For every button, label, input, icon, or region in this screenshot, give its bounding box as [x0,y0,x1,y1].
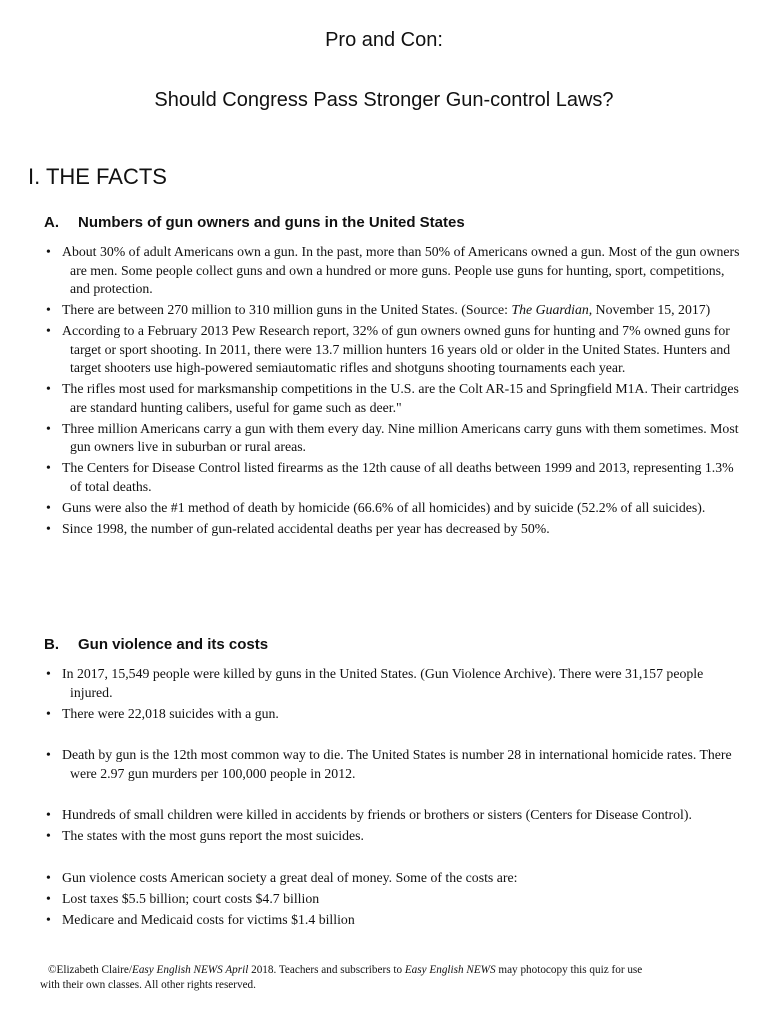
bullet-icon: • [46,747,51,762]
list-item-text: About 30% of adult Americans own a gun. In the past, more than 50% of Americans owned a gun. Most of the gun owners are men. Some people collect guns and own a hundred or more guns. People use guns for hunting, sport, competitions, and protection. [62,244,740,296]
list-item [44,806,744,825]
title-line-1: Pro and Con: [325,29,443,51]
list-item [44,827,744,846]
bullet-icon: • [46,499,51,515]
subsection-a-title: Numbers of gun owners and guns in the United States [78,214,465,231]
list-item-text: Gun violence costs American society a great deal of money. Some of the costs are: [62,869,518,885]
list-item-text: Three million Americans carry a gun with them every day. Nine million Americans carry guns with them sometimes. Most gun owners live in suburban or rural areas. [62,420,739,454]
list-item [44,459,744,496]
list-item [44,869,744,888]
source-title: The Guardian, [511,302,593,317]
list-item-text: There were 22,018 suicides with a gun. [62,705,279,721]
footer-line-1 [40,963,740,978]
footer-line-2: with their own classes. All other rights reserved. [40,979,256,991]
footer-end: may photocopy this quiz for use [495,964,643,976]
list-item [44,380,744,417]
list-item [44,890,744,909]
bullet-icon: • [46,244,51,259]
list-spacer [44,848,744,866]
list-item-text: Lost taxes $5.5 billion; court costs $4.7 billion [62,890,320,906]
section-heading: I. THE FACTS [28,164,167,189]
list-item [44,520,744,539]
bullet-icon: • [46,460,51,475]
list-item-text: In 2017, 15,549 people were killed by guns in the United States. (Gun Violence Archive). There were 31,157 people injured. [62,666,704,700]
subsection-b-letter: B. [44,636,59,653]
subsection-a-heading [44,214,465,231]
list-item-text: The rifles most used for marksmanship competitions in the U.S. are the Colt AR-15 and Springfield M1A. Their cartridges are standard hunting calibers, useful for game such as deer." [62,381,739,415]
bullet-icon: • [46,666,51,681]
list-item [44,911,744,930]
list-item-text-post: November 15, 2017) [592,302,711,317]
subsection-b-title: Gun violence and its costs [78,636,269,653]
list-item [44,746,744,783]
list-item-text [62,301,744,320]
list-item [44,301,744,320]
bullet-icon: • [46,302,51,317]
list-item-text: The states with the most guns report the most suicides. [62,828,364,843]
bullet-icon: • [46,890,51,906]
bullet-icon: • [46,520,51,536]
list-item-text: Medicare and Medicaid costs for victims $1.4 billion [62,911,355,927]
list-item-text: According to a February 2013 Pew Research report, 32% of gun owners owned guns for hunting and 7% owned guns for target or sport shooting. In 2011, there were 13.7 million hunters 16 years old or older in the United States. Hunters and target shooters use high-powered semiautomatic rifles and shotguns shooting tournaments each year. [62,323,731,375]
footer-publication-2: Easy English NEWS [404,964,496,976]
list-item-text: Since 1998, the number of gun-related accidental deaths per year has decreased by 50%. [62,520,550,536]
copyright-footer [40,963,740,993]
list-spacer [44,726,744,744]
bullet-icon: • [46,323,51,338]
subsection-a-letter: A. [44,214,59,231]
list-item [44,499,744,518]
list-item-text: The Centers for Disease Control listed firearms as the 12th cause of all deaths between 1999 and 2013, representing 1.3% of total deaths. [62,460,734,494]
list-item-text: Guns were also the #1 method of death by homicide (66.6% of all homicides) and by suicide (52.2% of all suicides). [62,499,706,515]
list-spacer [44,786,744,804]
list-item [44,322,744,378]
list-item-text-pre: There are between 270 million to 310 million guns in the United States. (Source: [62,302,512,317]
footer-mid: 2018. Teachers and subscribers to [248,964,405,976]
footer-copyright: ©Elizabeth Claire/ [48,964,132,976]
bullet-icon: • [46,828,51,843]
bullet-icon: • [46,869,51,885]
list-item-text: Hundreds of small children were killed in accidents by friends or brothers or sisters (Centers for Disease Control). [62,807,692,822]
bullet-icon: • [46,420,51,436]
facts-list-a [44,243,744,541]
facts-list-b [44,665,744,932]
list-item [44,705,744,724]
bullet-icon: • [46,705,51,721]
list-item [44,243,744,299]
title-line-2: Should Congress Pass Stronger Gun-control Laws? [154,89,614,111]
bullet-icon: • [46,911,51,927]
subsection-b-heading [44,636,268,653]
bullet-icon: • [46,807,51,822]
list-item [44,665,744,702]
list-item [44,420,744,457]
list-item-text: Death by gun is the 12th most common way to die. The United States is number 28 in international homicide rates. There were 2.97 gun murders per 100,000 people in 2012. [62,747,732,781]
bullet-icon: • [46,381,51,396]
footer-publication: Easy English NEWS April [131,964,249,976]
